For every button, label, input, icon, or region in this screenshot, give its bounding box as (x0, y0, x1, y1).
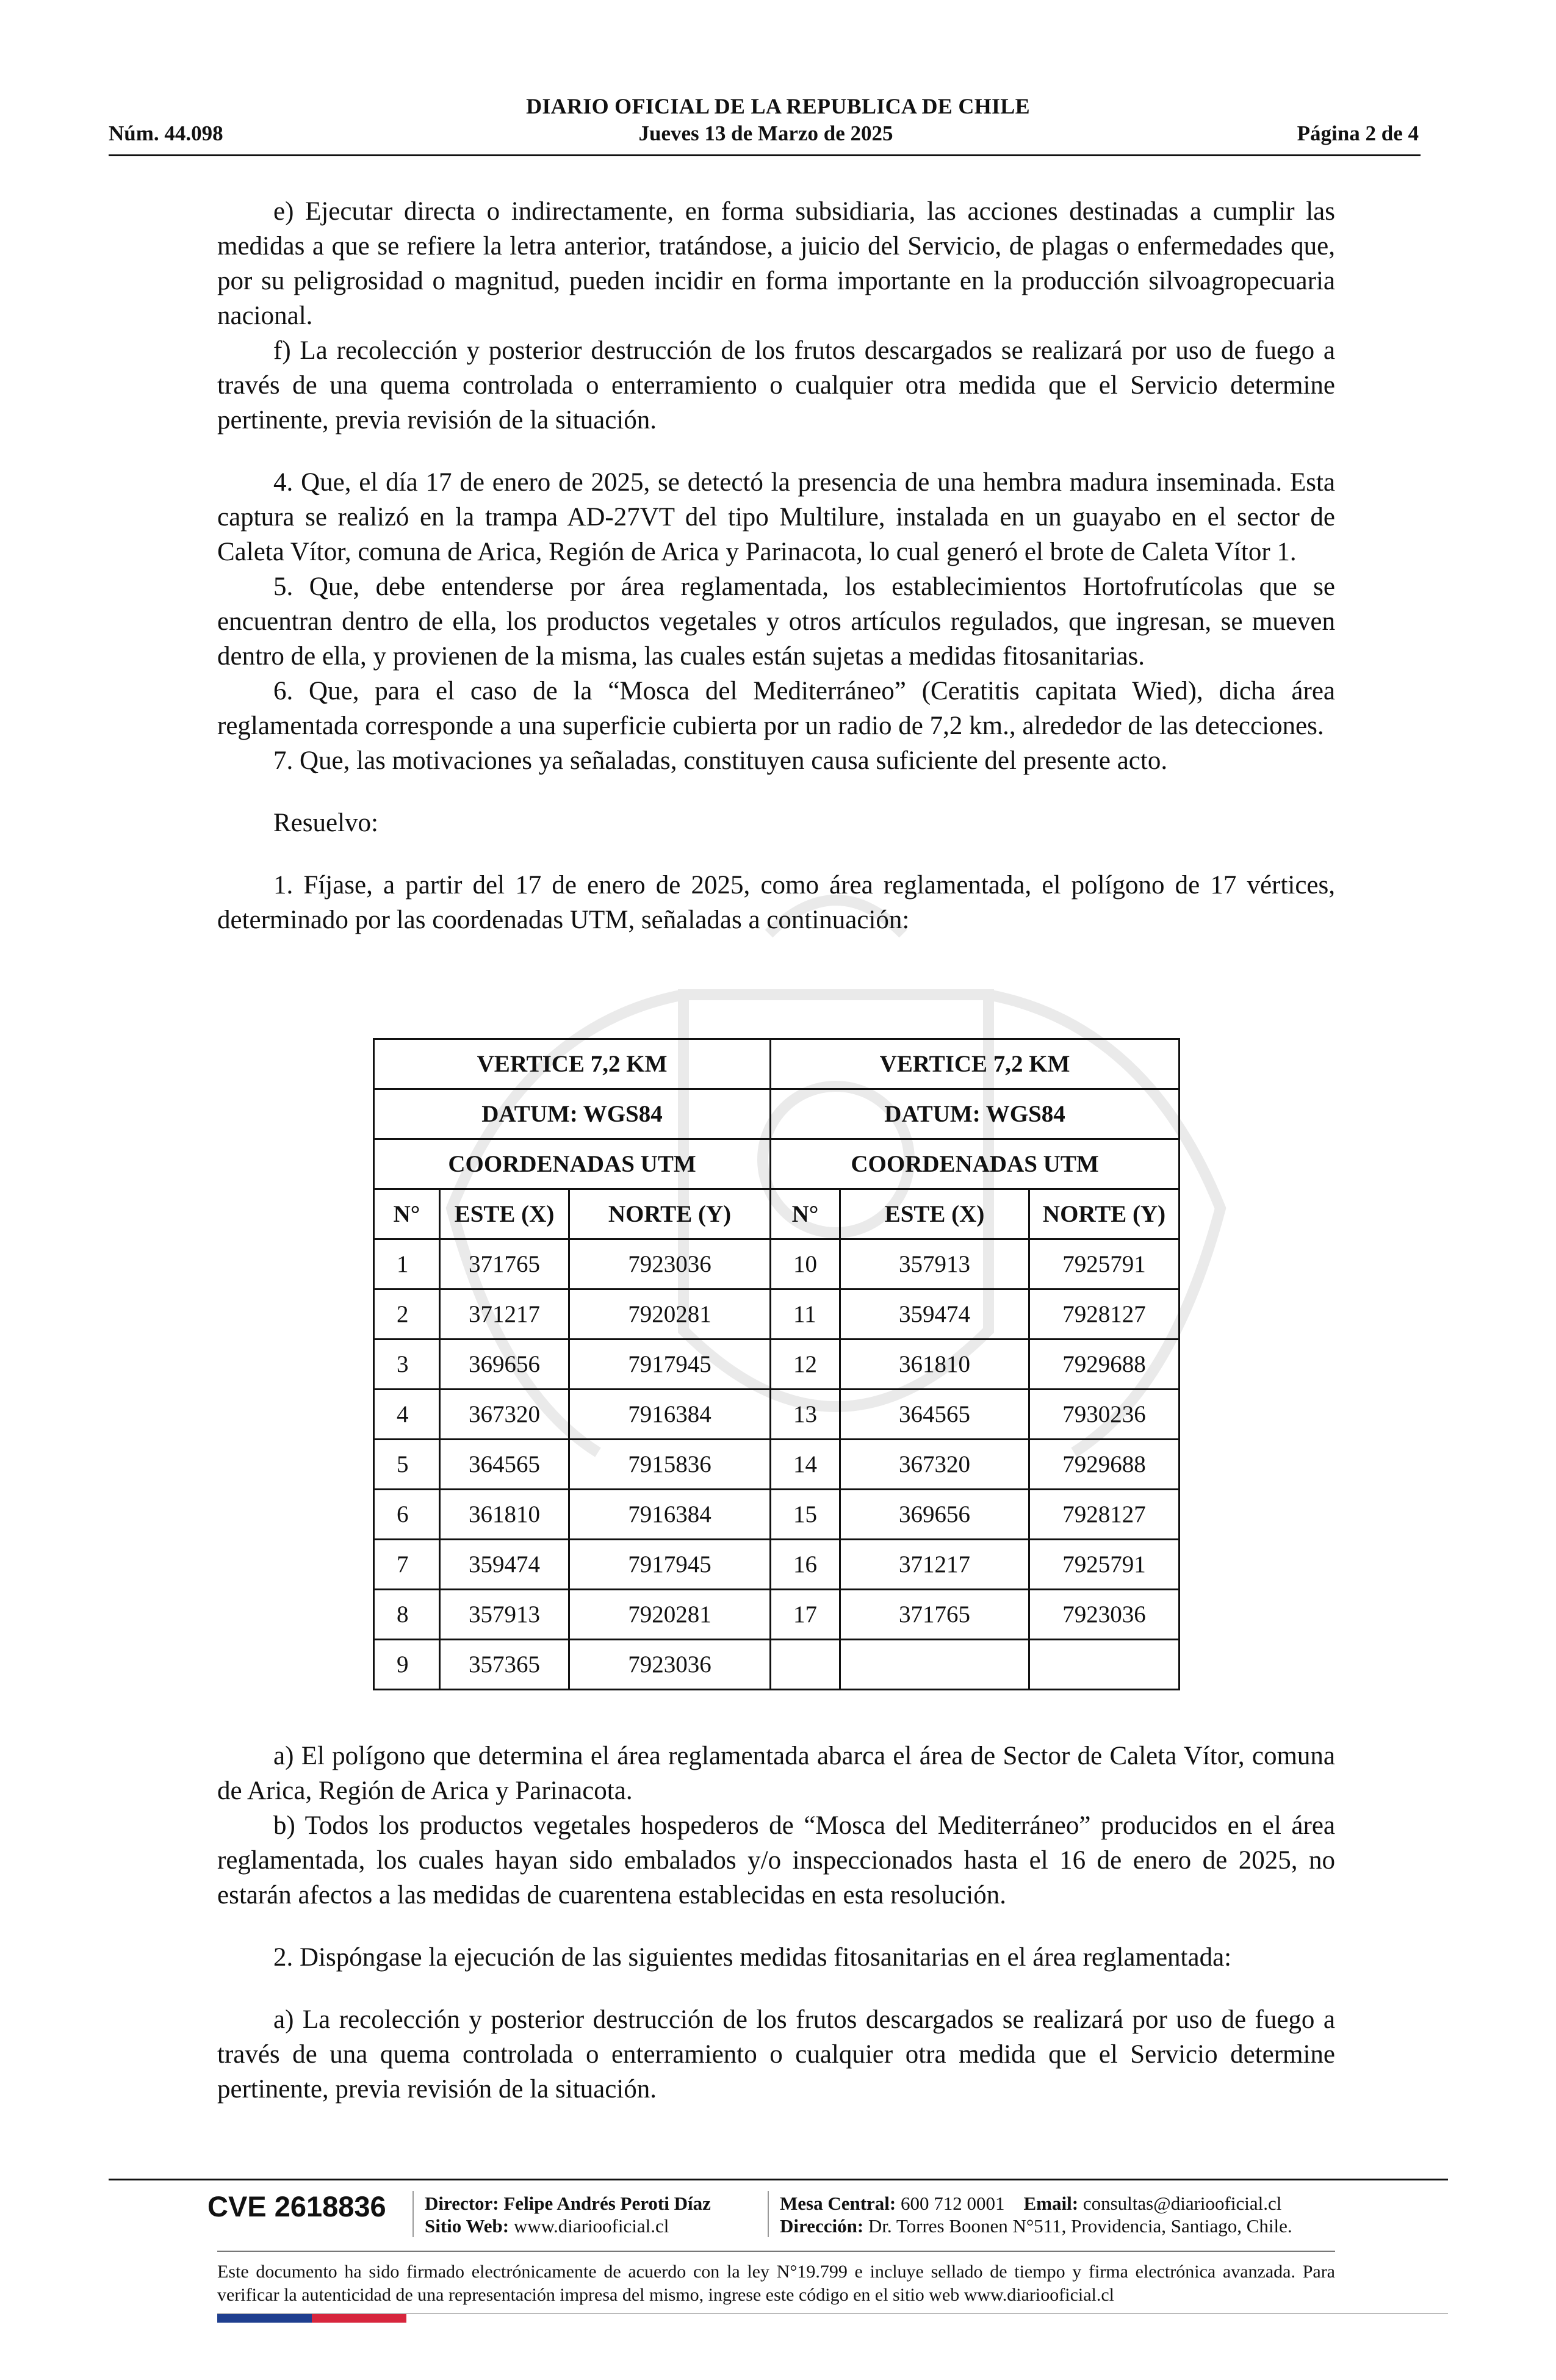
mesa-label: Mesa Central: (780, 2193, 896, 2214)
table-column-header-row (374, 1189, 1180, 1239)
cell-norte: 7920281 (569, 1289, 771, 1340)
table-row (374, 1590, 1180, 1640)
cell-norte: 7923036 (569, 1239, 771, 1289)
cell-este: 369656 (440, 1340, 569, 1390)
vertice-header: VERTICE 7,2 KM (374, 1039, 771, 1089)
resolution-1: 1. Fíjase, a partir del 17 de enero de 2025, como área reglamentada, el polígono de 17 vértices, determinado por las coordenadas UTM, señaladas a continuación: (217, 871, 1335, 934)
resolution-1b: b) Todos los productos vegetales hospederos de “Mosca del Mediterráneo” producidos en el área reglamentada, los cuales hayan sido embalados y/o inspeccionados hasta el 16 de enero de 2025, no estarán afectos a las medidas de cuarentena establecidas en esta resolución. (217, 1811, 1335, 1909)
coordinates-header: COORDENADAS UTM (374, 1139, 771, 1189)
coordinates-table (373, 1038, 1180, 1690)
cell-este: 371217 (440, 1289, 569, 1340)
director-name: Felipe Andrés Peroti Díaz (503, 2193, 711, 2214)
address-text: Dr. Torres Boonen N°511, Providencia, Santiago, Chile. (868, 2215, 1292, 2237)
cell-este: 371765 (440, 1239, 569, 1289)
cell-este: 364565 (840, 1390, 1029, 1440)
cell-norte: 7929688 (1029, 1440, 1180, 1490)
cell-norte: 7928127 (1029, 1289, 1180, 1340)
cell-este: 371217 (840, 1540, 1029, 1590)
cell-norte: 7930236 (1029, 1390, 1180, 1440)
column-header-este: ESTE (X) (440, 1189, 569, 1239)
cell-este: 369656 (840, 1490, 1029, 1540)
footer-contact-block (780, 2192, 1292, 2237)
cell-este: 364565 (440, 1440, 569, 1490)
cve-code: CVE 2618836 (207, 2190, 386, 2223)
cell-este: 357913 (840, 1239, 1029, 1289)
table-row (374, 1340, 1180, 1390)
director-label: Director: (425, 2193, 499, 2214)
column-header-norte: NORTE (Y) (569, 1189, 771, 1239)
datum-header: DATUM: WGS84 (771, 1089, 1180, 1139)
cell-este: 357913 (440, 1590, 569, 1640)
issue-number: Núm. 44.098 (109, 121, 223, 145)
table-row (374, 1640, 1180, 1690)
journal-title: DIARIO OFICIAL DE LA REPUBLICA DE CHILE (526, 94, 1030, 118)
column-header-n: N° (771, 1189, 840, 1239)
table-row (374, 1390, 1180, 1440)
paragraph-f: f) La recolección y posterior destrucción de los frutos descargados se realizará por uso de fuego a través de una quema controlada o enterramiento o cualquier otra medida que el Servicio determine pertinente, previa revisión de la situación. (217, 336, 1335, 435)
footer-inner-divider (217, 2251, 1335, 2252)
datum-header: DATUM: WGS84 (374, 1089, 771, 1139)
cell-este: 367320 (840, 1440, 1029, 1490)
cell-n (771, 1640, 840, 1690)
website-label: Sitio Web: (425, 2215, 510, 2237)
cell-n: 17 (771, 1590, 840, 1640)
coordinates-header: COORDENADAS UTM (771, 1139, 1180, 1189)
address-label: Dirección: (780, 2215, 864, 2237)
cell-norte: 7915836 (569, 1440, 771, 1490)
footer-separator (768, 2191, 769, 2237)
cell-n: 5 (374, 1440, 440, 1490)
cell-norte: 7929688 (1029, 1340, 1180, 1390)
flag-bar-red (312, 2314, 406, 2323)
paragraph-7: 7. Que, las motivaciones ya señaladas, constituyen causa suficiente del presente acto. (273, 746, 1168, 775)
flag-bar-blue (217, 2314, 312, 2323)
paragraph-4: 4. Que, el día 17 de enero de 2025, se detectó la presencia de una hembra madura inseminada. Esta captura se realizó en la trampa AD-27VT del tipo Multilure, instalada en un guayabo en el sector de Caleta Vítor, comuna de Arica, Región de Arica y Parinacota, lo cual generó el brote de Caleta Vítor 1. (217, 468, 1335, 566)
resuelvo-heading: Resuelvo: (273, 809, 378, 837)
cell-este (840, 1640, 1029, 1690)
resolution-1a: a) El polígono que determina el área reglamentada abarca el área de Sector de Caleta Vítor, comuna de Arica, Región de Arica y Parinacota. (217, 1742, 1335, 1805)
signature-notice: Este documento ha sido firmado electrónicamente de acuerdo con la ley N°19.799 e incluye sellado de tiempo y firma electrónica avanzada. Para verificar la autenticidad de una representación impresa del mismo, ingrese este código en el sitio web www.diariooficial.cl (217, 2262, 1335, 2305)
cell-n: 15 (771, 1490, 840, 1540)
table-row (374, 1440, 1180, 1490)
table-row (374, 1540, 1180, 1590)
table-header-row (374, 1089, 1180, 1139)
table-header-row (374, 1039, 1180, 1089)
footer-director-block (425, 2192, 711, 2237)
cell-este: 359474 (840, 1289, 1029, 1340)
cell-n: 12 (771, 1340, 840, 1390)
cell-norte: 7925791 (1029, 1239, 1180, 1289)
cell-n: 3 (374, 1340, 440, 1390)
body-text-after-table (217, 1739, 1335, 2107)
body-text (217, 194, 1335, 937)
resolution-2: 2. Dispóngase la ejecución de las siguientes medidas fitosanitarias en el área reglamentada: (273, 1943, 1232, 1972)
cell-este: 371765 (840, 1590, 1029, 1640)
cell-n: 2 (374, 1289, 440, 1340)
cell-norte: 7920281 (569, 1590, 771, 1640)
cell-este: 359474 (440, 1540, 569, 1590)
cell-norte: 7917945 (569, 1340, 771, 1390)
cell-este: 361810 (840, 1340, 1029, 1390)
cell-norte: 7917945 (569, 1540, 771, 1590)
website-link[interactable]: www.diariooficial.cl (513, 2215, 669, 2237)
cell-este: 361810 (440, 1490, 569, 1540)
column-header-norte: NORTE (Y) (1029, 1189, 1180, 1239)
table-row (374, 1490, 1180, 1540)
cell-n: 9 (374, 1640, 440, 1690)
cell-norte: 7928127 (1029, 1490, 1180, 1540)
vertice-header: VERTICE 7,2 KM (771, 1039, 1180, 1089)
cell-norte: 7925791 (1029, 1540, 1180, 1590)
paragraph-6: 6. Que, para el caso de la “Mosca del Mediterráneo” (Ceratitis capitata Wied), dicha área reglamentada corresponde a una superficie cubierta por un radio de 7,2 km., alrededor de las detecciones. (217, 677, 1335, 740)
cell-n: 13 (771, 1390, 840, 1440)
cell-n: 6 (374, 1490, 440, 1540)
email-label: Email: (1023, 2193, 1079, 2214)
cell-n: 10 (771, 1239, 840, 1289)
cell-este: 357365 (440, 1640, 569, 1690)
mesa-phone: 600 712 0001 (901, 2193, 1005, 2214)
table-row (374, 1289, 1180, 1340)
paragraph-e: e) Ejecutar directa o indirectamente, en forma subsidiaria, las acciones destinadas a cumplir las medidas a que se refiere la letra anterior, tratándose, a juicio del Servicio, de plagas o enfermedades que, por su peligrosidad o magnitud, pueden incidir en forma importante en la producción silvoagropecuaria nacional. (217, 197, 1335, 330)
footer-divider (109, 2179, 1448, 2180)
cell-n: 11 (771, 1289, 840, 1340)
column-header-n: N° (374, 1189, 440, 1239)
issue-date: Jueves 13 de Marzo de 2025 (638, 121, 893, 145)
table-header-row (374, 1139, 1180, 1189)
cell-norte: 7923036 (1029, 1590, 1180, 1640)
resolution-2a: a) La recolección y posterior destrucción de los frutos descargados se realizará por uso de fuego a través de una quema controlada o enterramiento o cualquier otra medida que el Servicio determine pertinente, previa revisión de la situación. (217, 2005, 1335, 2104)
page-indicator: Página 2 de 4 (1297, 121, 1419, 145)
cell-n: 1 (374, 1239, 440, 1289)
cell-este: 367320 (440, 1390, 569, 1440)
column-header-este: ESTE (X) (840, 1189, 1029, 1239)
cell-norte: 7916384 (569, 1390, 771, 1440)
cell-norte: 7923036 (569, 1640, 771, 1690)
cell-n: 16 (771, 1540, 840, 1590)
cell-n: 14 (771, 1440, 840, 1490)
cell-n: 4 (374, 1390, 440, 1440)
paragraph-5: 5. Que, debe entenderse por área reglamentada, los establecimientos Hortofrutícolas que se encuentran dentro de ella, los productos vegetales y otros artículos regulados, que ingresan, se mueven dentro de ella, y provienen de la misma, las cuales están sujetas a medidas fitosanitarias. (217, 572, 1335, 671)
table-row (374, 1239, 1180, 1289)
header-divider (109, 154, 1421, 156)
footer-separator (412, 2191, 414, 2237)
cell-norte: 7916384 (569, 1490, 771, 1540)
email-link[interactable]: consultas@diariooficial.cl (1082, 2193, 1282, 2214)
cell-n: 7 (374, 1540, 440, 1590)
cell-norte (1029, 1640, 1180, 1690)
cell-n: 8 (374, 1590, 440, 1640)
